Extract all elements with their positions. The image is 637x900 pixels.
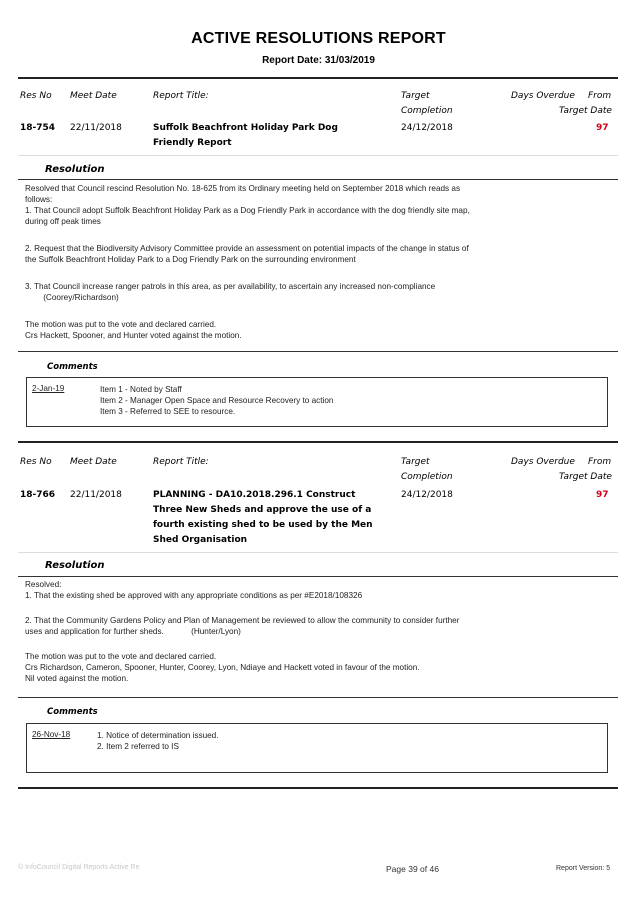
comments-box — [26, 723, 608, 773]
col-completion: Completion — [401, 106, 453, 116]
footer-watermark: © InfoCouncil Digital Reports Active Re — [18, 864, 140, 871]
comment-text — [97, 730, 219, 752]
col-target-date: Target Date — [559, 472, 612, 482]
col-res-no: Res No — [20, 457, 52, 467]
divider — [18, 697, 618, 698]
divider — [18, 576, 618, 577]
comments-label: Comments — [47, 707, 98, 717]
divider — [18, 441, 618, 443]
divider — [18, 179, 618, 180]
col-meet-date: Meet Date — [70, 91, 117, 101]
resolution-section-label: Resolution — [45, 164, 105, 175]
text-line: Resolved that Council rescind Resolution No. 18-625 from its Ordinary meeting held on September 2018 which reads as — [25, 184, 461, 193]
text-line: uses and application for further sheds. (Hunter/Lyon) — [25, 627, 241, 636]
text-line: the Suffolk Beachfront Holiday Park to a Dog Friendly Park on the surrounding environment — [25, 255, 356, 264]
page-number: Page 39 of 46 — [386, 864, 439, 874]
divider — [18, 552, 618, 553]
col-days-overdue: Days Overdue — [511, 91, 575, 101]
meet-date: 22/11/2018 — [70, 123, 122, 133]
comment-text — [100, 384, 333, 417]
col-meet-date: Meet Date — [70, 457, 117, 467]
col-from: From — [588, 91, 612, 101]
days-overdue: 97 — [596, 123, 609, 133]
text-line: Crs Hackett, Spooner, and Hunter voted against the motion. — [25, 331, 242, 340]
divider — [18, 351, 618, 352]
col-completion: Completion — [401, 472, 453, 482]
days-overdue: 97 — [596, 490, 609, 500]
text-line: follows: — [25, 195, 53, 204]
text-line: during off peak times — [25, 217, 101, 226]
text-line: The motion was put to the vote and declared carried. — [25, 320, 217, 329]
col-target: Target — [401, 457, 430, 467]
meet-date: 22/11/2018 — [70, 490, 122, 500]
resolution-title-line: fourth existing shed to be used by the Men — [153, 520, 373, 530]
col-report-title: Report Title: — [153, 457, 209, 467]
col-days-overdue: Days Overdue — [511, 457, 575, 467]
report-version: Report Version: 5 — [556, 865, 611, 872]
text-line: 1. That the existing shed be approved with any appropriate conditions as per #E2018/108326 — [25, 591, 363, 600]
col-from: From — [588, 457, 612, 467]
res-no: 18-754 — [20, 123, 56, 133]
resolution-title-line: PLANNING - DA10.2018.296.1 Construct — [153, 490, 356, 500]
resolution-section-label: Resolution — [45, 560, 105, 571]
comment-line: Item 2 - Manager Open Space and Resource Recovery to action — [100, 396, 334, 405]
resolution-title-line: Suffolk Beachfront Holiday Park Dog — [153, 123, 338, 133]
text-line: 2. That the Community Gardens Policy and Plan of Management be reviewed to allow the community to consider further — [25, 616, 460, 625]
divider — [18, 155, 618, 156]
text-line: 2. Request that the Biodiversity Advisory Committee provide an assessment on potential impacts of the change in status of — [25, 244, 469, 253]
report-date: Report Date: 31/03/2019 — [262, 55, 375, 66]
resolution-text — [25, 579, 615, 684]
divider — [18, 77, 618, 79]
col-res-no: Res No — [20, 91, 52, 101]
target-completion: 24/12/2018 — [401, 123, 453, 133]
comment-date-link[interactable]: 2-Jan-19 — [32, 384, 65, 393]
text-line: Resolved: — [25, 580, 62, 589]
comments-label: Comments — [47, 362, 98, 372]
text-line: Crs Richardson, Cameron, Spooner, Hunter, Coorey, Lyon, Ndiaye and Hackett voted in favour of the motion. — [25, 663, 420, 672]
resolution-title-line: Shed Organisation — [153, 535, 248, 545]
comment-date-link[interactable]: 26-Nov-18 — [32, 730, 71, 739]
res-no: 18-766 — [20, 490, 56, 500]
resolution-text — [25, 183, 615, 341]
text-line: Nil voted against the motion. — [25, 674, 129, 683]
text-line: 1. That Council adopt Suffolk Beachfront Holiday Park as a Dog Friendly Park in accordance with the dog friendly site map, — [25, 206, 470, 215]
report-title: ACTIVE RESOLUTIONS REPORT — [191, 30, 446, 47]
comment-line: Item 1 - Noted by Staff — [100, 385, 182, 394]
text-line: 3. That Council increase ranger patrols in this area, as per availability, to ascertain any increased non-compliance — [25, 282, 436, 291]
col-report-title: Report Title: — [153, 91, 209, 101]
resolution-title-line: Three New Sheds and approve the use of a — [153, 505, 372, 515]
col-target: Target — [401, 91, 430, 101]
comments-box — [26, 377, 608, 427]
text-line: The motion was put to the vote and declared carried. — [25, 652, 217, 661]
comment-line: Item 3 - Referred to SEE to resource. — [100, 407, 236, 416]
text-line: (Coorey/Richardson) — [25, 293, 119, 302]
comment-line: 2. Item 2 referred to IS — [97, 742, 179, 751]
target-completion: 24/12/2018 — [401, 490, 453, 500]
divider — [18, 787, 618, 789]
comment-line: 1. Notice of determination issued. — [97, 731, 219, 740]
col-target-date: Target Date — [559, 106, 612, 116]
resolution-title-line: Friendly Report — [153, 138, 232, 148]
